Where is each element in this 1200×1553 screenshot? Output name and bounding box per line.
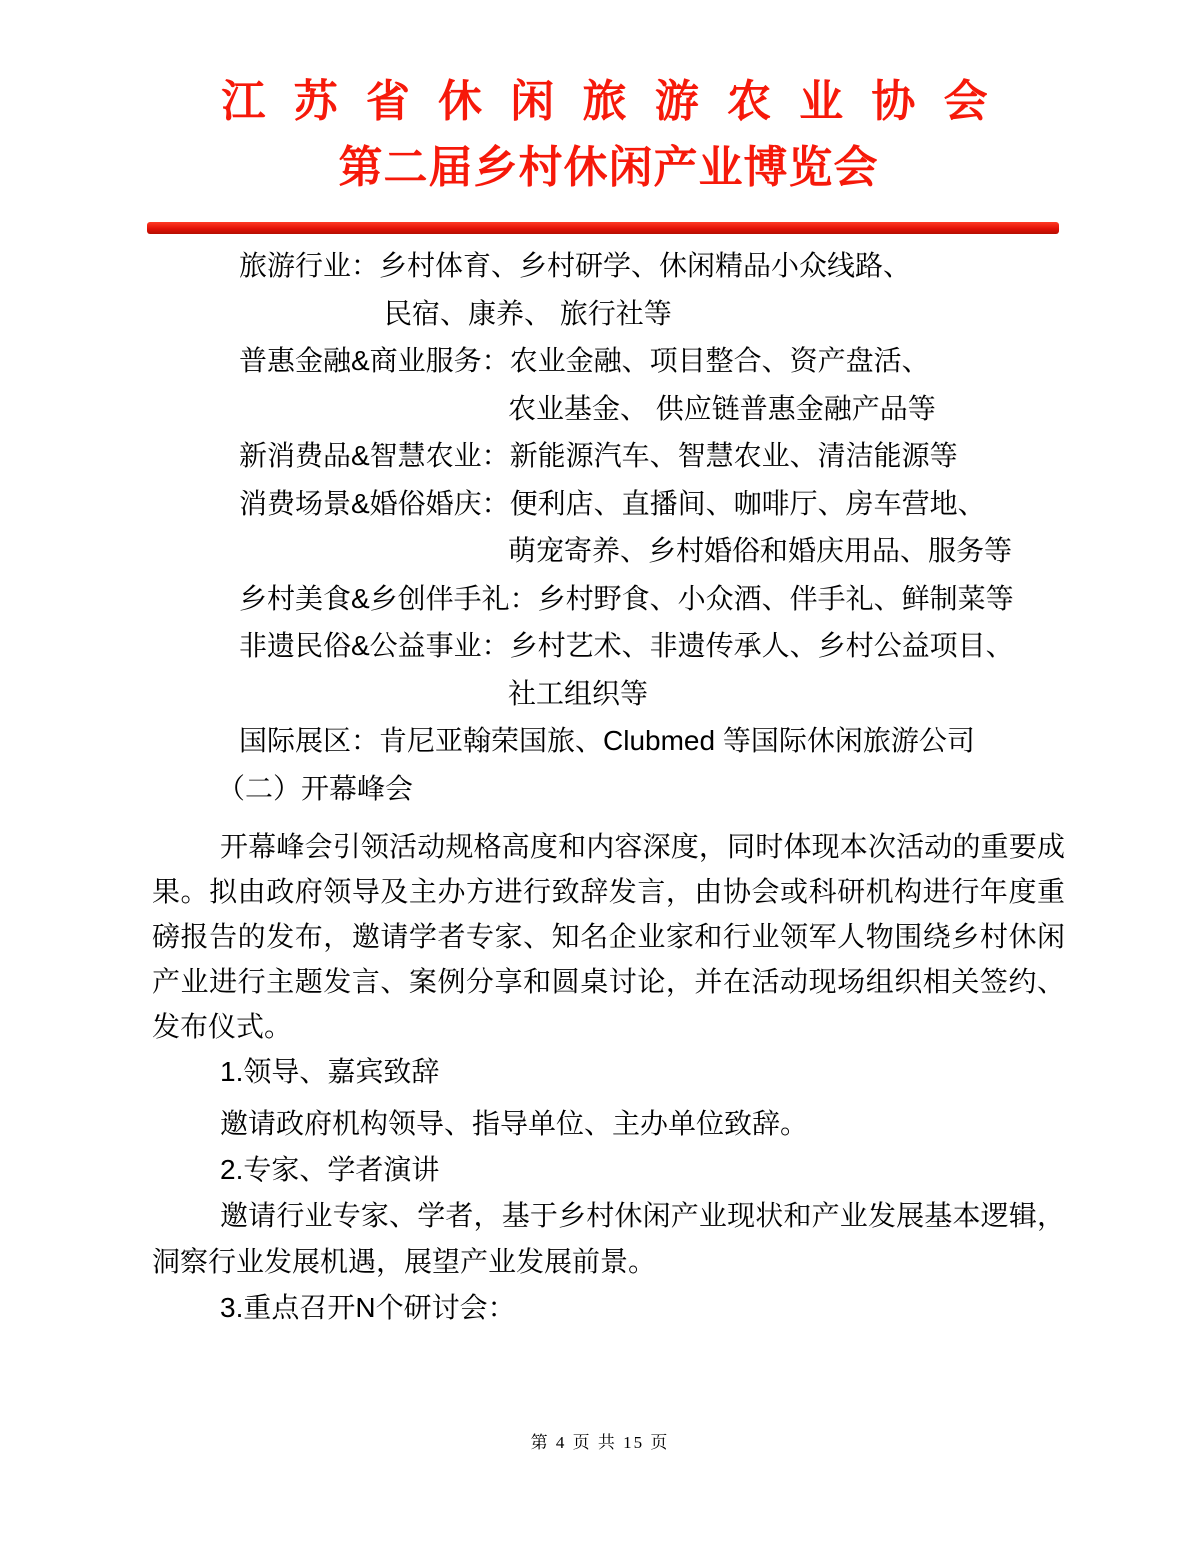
category-line-tourism: 旅游行业：乡村体育、乡村研学、休闲精品小众线路、 — [239, 250, 912, 281]
page-number-footer: 第 4 页 共 15 页 — [530, 1433, 670, 1452]
category-line-international: 国际展区：肯尼亚翰荣国旅、Clubmed 等国际休闲旅游公司 — [239, 725, 975, 756]
category-line-new-consumer: 新消费品&智慧农业：新能源汽车、智慧农业、清洁能源等 — [239, 440, 958, 471]
agenda-item-3-heading: 3.重点召开N个研讨会： — [220, 1292, 516, 1323]
category-line-tourism-cont: 民宿、康养、 旅行社等 — [384, 297, 672, 329]
category-line-rural-food: 乡村美食&乡创伴手礼：乡村野食、小众酒、伴手礼、鲜制菜等 — [239, 582, 1014, 614]
agenda-item-1-body: 邀请政府机构领导、指导单位、主办单位致辞。 — [220, 1108, 809, 1139]
category-line-heritage: 非遗民俗&公益事业：乡村艺术、非遗传承人、乡村公益项目、 — [239, 630, 1014, 661]
exhibit-categories — [152, 242, 1065, 812]
agenda-item-2-heading: 2.专家、学者演讲 — [220, 1154, 440, 1185]
opening-summit-paragraph: 开幕峰会引领活动规格高度和内容深度，同时体现本次活动的重要成果。拟由政府领导及主办方进行致辞发言，由协会或科研机构进行年度重磅报告的发布，邀请学者专家、知名企业家和行业领军人物围绕乡村休闲产业进行主题发言、案例分享和圆桌讨论，并在活动现场组织相关签约、发布仪式。 — [152, 831, 1065, 1042]
doc-title-line1: 江 苏 省 休 闲 旅 游 农 业 协 会 — [221, 77, 996, 126]
category-line-finance: 普惠金融&商业服务：农业金融、项目整合、资产盘活、 — [239, 345, 930, 376]
category-line-heritage-cont: 社工组织等 — [508, 677, 649, 709]
title-divider-rule — [147, 222, 1059, 234]
category-line-consumer-scene: 消费场景&婚俗婚庆：便利店、直播间、咖啡厅、房车营地、 — [239, 487, 986, 519]
doc-title-line2: 第二届乡村休闲产业博览会 — [338, 143, 879, 192]
summit-agenda — [152, 1049, 1065, 1331]
category-line-consumer-scene-cont: 萌宠寄养、乡村婚俗和婚庆用品、服务等 — [508, 535, 1013, 566]
agenda-item-2-body: 邀请行业专家、学者，基于乡村休闲产业现状和产业发展基本逻辑，洞察行业发展机遇，展望产业发展前景。 — [152, 1200, 1065, 1277]
category-line-finance-cont: 农业基金、 供应链普惠金融产品等 — [508, 392, 936, 424]
section-heading-opening-summit: （二）开幕峰会 — [217, 772, 414, 804]
agenda-item-1-heading: 1.领导、嘉宾致辞 — [220, 1056, 440, 1087]
